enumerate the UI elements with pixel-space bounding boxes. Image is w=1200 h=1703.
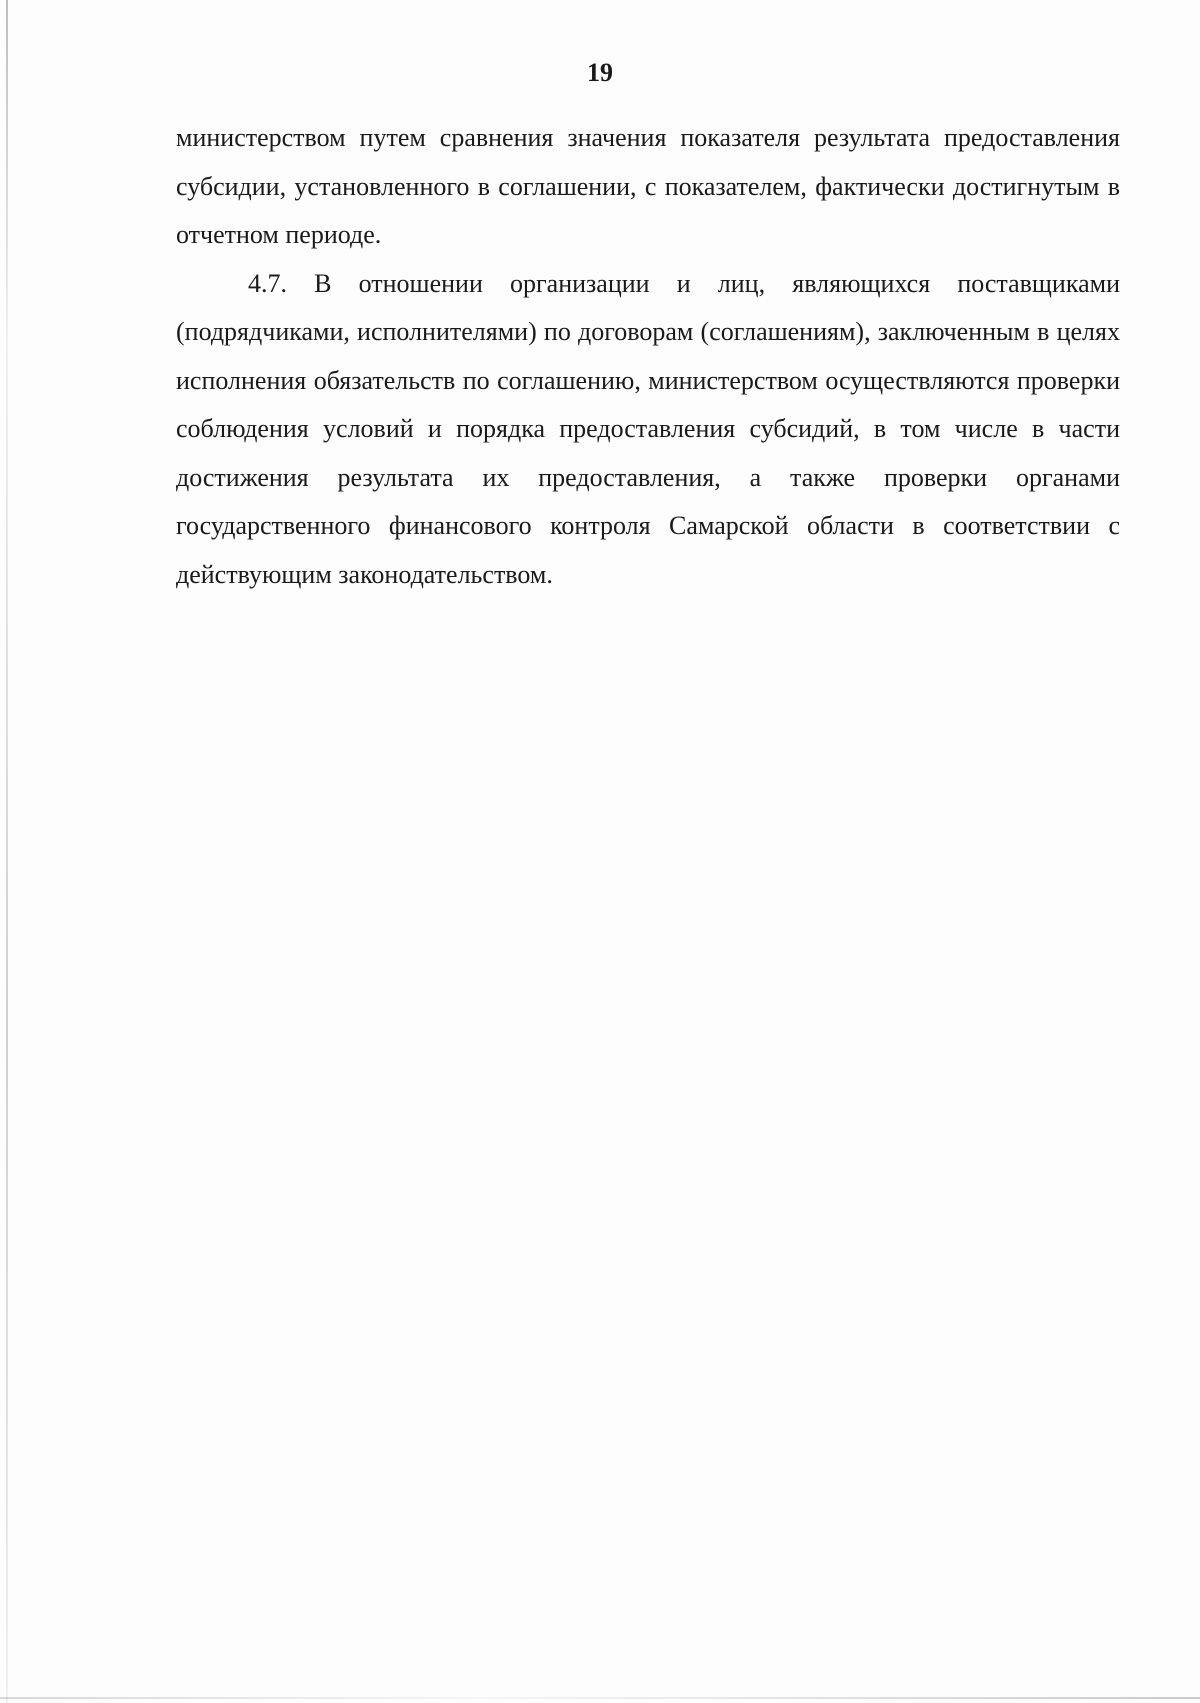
paragraph-continuation: министерством путем сравнения значения показателя результата предоставления субсидии, установленного в соглашении, с показателем, фактически достигнутым в отчетном периоде. [176, 123, 1120, 249]
scan-edge-bottom [0, 1697, 1200, 1699]
scan-edge-left [6, 0, 8, 1703]
paragraph-4-7: 4.7. В отношении организации и лиц, являющихся поставщиками (подрядчиками, исполнителями) по договорам (соглашениям), заключенным в целях исполнения обязательств по соглашению, министерством осуществляются проверки соблюдения условий и порядка предоставления субсидий, в том числе в части достижения результата их предоставления, а также проверки органами государственного финансового контроля Самарской области в соответствии с действующим законодательством. [176, 268, 1120, 589]
page-number: 19 [587, 58, 613, 87]
document-body [176, 114, 1120, 599]
